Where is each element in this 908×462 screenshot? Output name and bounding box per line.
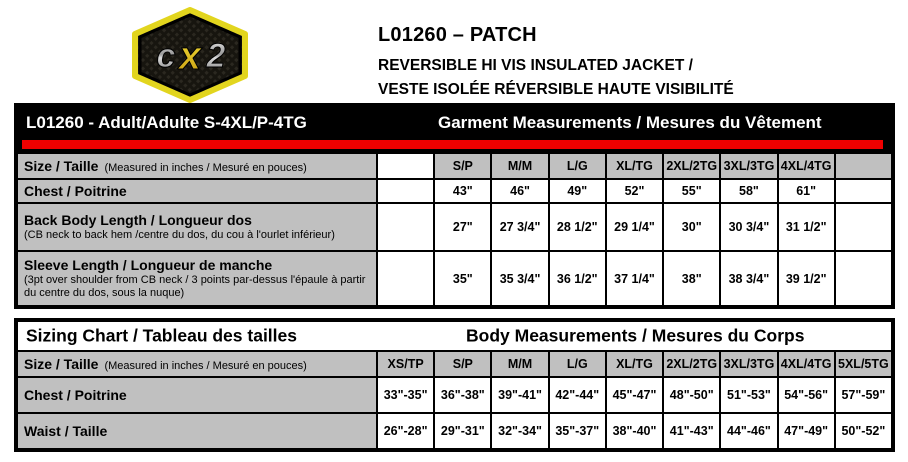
value-cell: 54"-56" — [777, 378, 834, 412]
value-cell: 38 3/4" — [719, 252, 776, 305]
value-cell: 31 1/2" — [777, 204, 834, 250]
value-cell: 58" — [719, 180, 776, 202]
body-table-title-left: Sizing Chart / Tableau des tailles — [26, 325, 297, 346]
size-cell: 5XL/5TG — [834, 352, 891, 376]
empty-cell — [376, 204, 433, 250]
value-cell: 29 1/4" — [605, 204, 662, 250]
size-label: Size / Taille — [24, 356, 99, 372]
value-cell: 47"-49" — [777, 414, 834, 448]
row-label: Sleeve Length / Longueur de manche (3pt over shoulder from CB neck / 3 points par-dessus l'épaule à partir du centre du dos, sous la nuque) — [18, 252, 376, 305]
garment-measurements-table — [14, 103, 895, 309]
document-header — [378, 24, 734, 102]
body-table-header-bar — [18, 322, 891, 352]
value-cell: 30" — [662, 204, 719, 250]
row-label: Waist / Taille — [18, 414, 376, 448]
value-cell: 52" — [605, 180, 662, 202]
empty-cell — [834, 204, 891, 250]
empty-cell — [834, 154, 891, 178]
value-cell: 43" — [433, 180, 490, 202]
value-cell: 51"-53" — [719, 378, 776, 412]
size-row-label — [18, 352, 376, 376]
size-cell: 4XL/4TG — [777, 352, 834, 376]
body-measurements-table — [14, 318, 895, 452]
value-cell: 27" — [433, 204, 490, 250]
svg-text:2: 2 — [206, 37, 226, 75]
garment-size-header-row — [18, 152, 891, 178]
size-label: Size / Taille — [24, 158, 99, 174]
size-cell: 2XL/2TG — [662, 154, 719, 178]
value-cell: 35 3/4" — [490, 252, 547, 305]
value-cell: 39 1/2" — [777, 252, 834, 305]
svg-text:x: x — [178, 34, 202, 78]
value-cell: 46" — [490, 180, 547, 202]
size-cell: M/M — [490, 154, 547, 178]
product-subtitle-fr: VESTE ISOLÉE RÉVERSIBLE HAUTE VISIBILITÉ — [378, 81, 734, 98]
row-label: Chest / Poitrine — [18, 180, 376, 202]
size-cell: S/P — [433, 154, 490, 178]
value-cell: 36"-38" — [433, 378, 490, 412]
size-row-label — [18, 154, 376, 178]
value-cell: 35" — [433, 252, 490, 305]
value-cell: 33"-35" — [376, 378, 433, 412]
garment-table-title-right: Garment Measurements / Mesures du Vêtement — [438, 113, 822, 132]
value-cell: 41"-43" — [662, 414, 719, 448]
value-cell: 35"-37" — [548, 414, 605, 448]
value-cell: 44"-46" — [719, 414, 776, 448]
value-cell: 61" — [777, 180, 834, 202]
empty-cell — [376, 154, 433, 178]
garment-sleeve-length-row — [18, 250, 891, 305]
value-cell: 45"-47" — [605, 378, 662, 412]
value-cell: 26"-28" — [376, 414, 433, 448]
garment-back-length-row — [18, 202, 891, 250]
garment-table-header-bar — [18, 107, 891, 139]
value-cell: 27 3/4" — [490, 204, 547, 250]
value-cell: 28 1/2" — [548, 204, 605, 250]
size-cell: XL/TG — [605, 352, 662, 376]
body-waist-row — [18, 412, 891, 448]
value-cell: 50"-52" — [834, 414, 891, 448]
size-note: (Measured in inches / Mesuré en pouces) — [104, 360, 307, 372]
garment-chest-row — [18, 178, 891, 202]
product-title: L01260 – PATCH — [378, 24, 537, 46]
size-cell: 3XL/3TG — [719, 154, 776, 178]
value-cell: 30 3/4" — [719, 204, 776, 250]
row-label: Chest / Poitrine — [18, 378, 376, 412]
row-label: Back Body Length / Longueur dos (CB neck to back hem /centre du dos, du cou à l'ourlet inférieur) — [18, 204, 376, 250]
value-cell: 38"-40" — [605, 414, 662, 448]
value-cell: 39"-41" — [490, 378, 547, 412]
value-cell: 29"-31" — [433, 414, 490, 448]
cx2-logo-icon — [126, 7, 254, 103]
size-cell: L/G — [548, 352, 605, 376]
garment-table-title-left: L01260 - Adult/Adulte S-4XL/P-4TG — [26, 113, 307, 132]
empty-cell — [376, 252, 433, 305]
value-cell: 37 1/4" — [605, 252, 662, 305]
size-cell: M/M — [490, 352, 547, 376]
body-table-title-right: Body Measurements / Mesures du Corps — [466, 325, 805, 346]
size-cell: XS/TP — [376, 352, 433, 376]
size-cell: 3XL/3TG — [719, 352, 776, 376]
empty-cell — [376, 180, 433, 202]
size-cell: XL/TG — [605, 154, 662, 178]
value-cell: 49" — [548, 180, 605, 202]
value-cell: 32"-34" — [490, 414, 547, 448]
size-cell: 2XL/2TG — [662, 352, 719, 376]
product-subtitle-en: REVERSIBLE HI VIS INSULATED JACKET / — [378, 57, 693, 74]
body-chest-row — [18, 376, 891, 412]
size-cell: 4XL/4TG — [777, 154, 834, 178]
value-cell: 42"-44" — [548, 378, 605, 412]
value-cell: 55" — [662, 180, 719, 202]
svg-text:c: c — [156, 37, 176, 75]
cx2-logo — [126, 7, 254, 103]
body-size-header-row — [18, 352, 891, 376]
value-cell: 38" — [662, 252, 719, 305]
accent-stripe — [22, 140, 883, 149]
size-cell: S/P — [433, 352, 490, 376]
accent-stripe-wrap — [18, 139, 891, 152]
size-cell: L/G — [548, 154, 605, 178]
empty-cell — [834, 180, 891, 202]
value-cell: 57"-59" — [834, 378, 891, 412]
value-cell: 48"-50" — [662, 378, 719, 412]
size-note: (Measured in inches / Mesuré en pouces) — [104, 162, 307, 174]
empty-cell — [834, 252, 891, 305]
value-cell: 36 1/2" — [548, 252, 605, 305]
